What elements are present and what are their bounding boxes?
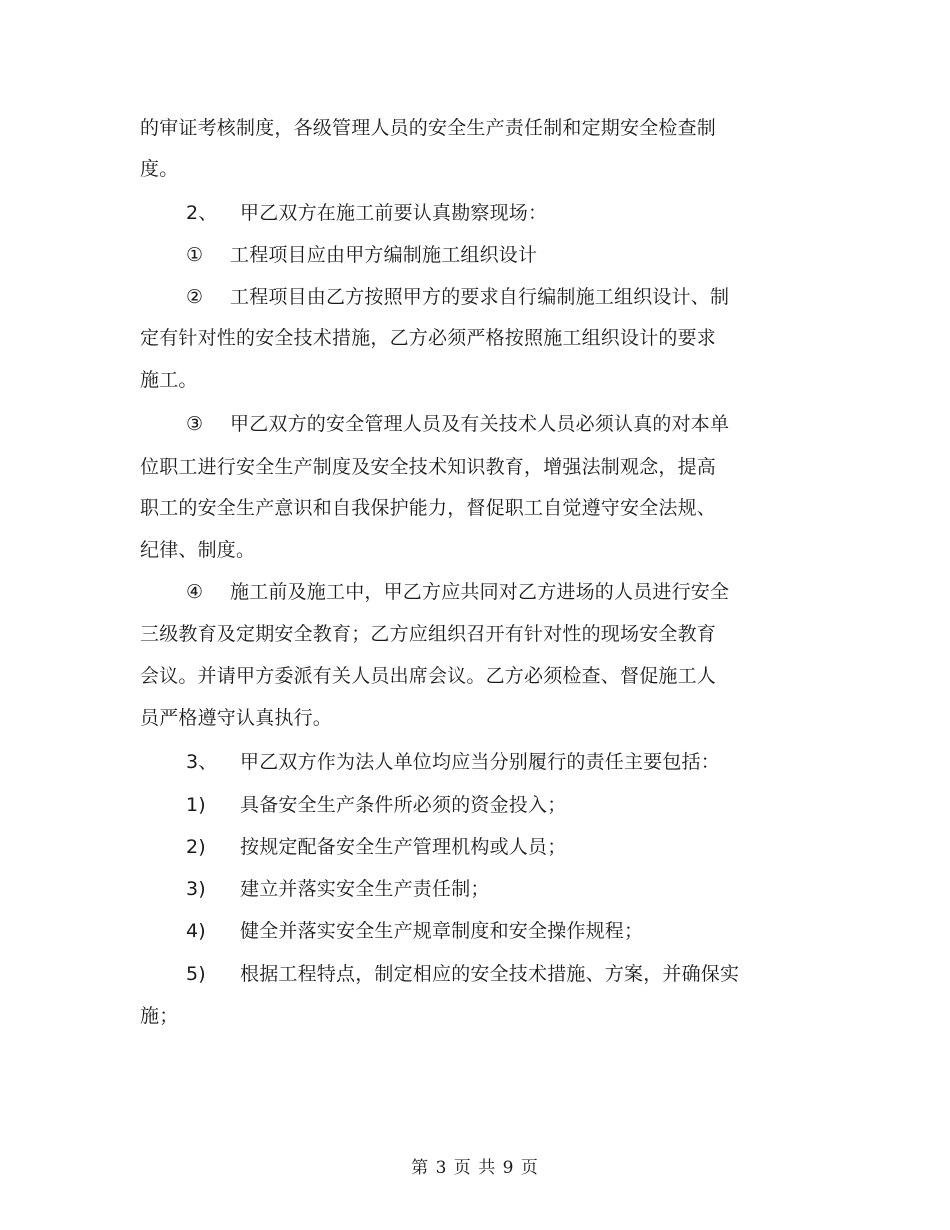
item-number: 5): [186, 963, 206, 985]
item-number: ②: [186, 286, 204, 308]
list-item: [186, 243, 537, 267]
list-item: [186, 793, 566, 817]
text-line: 度。: [140, 158, 179, 180]
list-item: [186, 919, 643, 943]
item-text: 建立并落实安全生产责任制；: [240, 878, 490, 900]
list-item: [186, 201, 547, 225]
item-number: ①: [186, 244, 204, 266]
item-text: 甲乙双方作为法人单位均应当分别履行的责任主要包括：: [240, 751, 721, 773]
text-line: 的审证考核制度，各级管理人员的安全生产责任制和定期安全检查制: [140, 117, 717, 139]
list-item: [186, 285, 729, 309]
text-line: 职工的安全生产意识和自我保护能力，督促职工自觉遵守安全法规、: [140, 497, 717, 519]
list-item: [186, 750, 720, 774]
item-number: 2): [186, 836, 206, 858]
item-text: 工程项目应由甲方编制施工组织设计: [230, 244, 538, 266]
item-number: 1): [186, 794, 206, 816]
item-number: ④: [186, 581, 204, 603]
item-number: 2、: [186, 202, 218, 224]
text-line: 位职工进行安全生产制度及安全技术知识教育，增强法制观念，提高: [140, 456, 717, 478]
list-item: [186, 412, 729, 436]
item-text: 甲乙双方在施工前要认真勘察现场：: [240, 202, 548, 224]
text-line: 员严格遵守认真执行。: [140, 707, 333, 729]
list-item: [186, 835, 566, 859]
text-line: 三级教育及定期安全教育；乙方应组织召开有针对性的现场安全教育: [140, 623, 717, 645]
item-text: 工程项目由乙方按照甲方的要求自行编制施工组织设计、制: [230, 286, 730, 308]
text-line: 会议。并请甲方委派有关人员出席会议。乙方必须检查、督促施工人: [140, 665, 717, 687]
item-text: 施工前及施工中，甲乙方应共同对乙方进场的人员进行安全: [230, 581, 730, 603]
item-text: 健全并落实安全生产规章制度和安全操作规程；: [240, 920, 644, 942]
text-line: 纪律、制度。: [140, 539, 256, 561]
text-line: 施；: [140, 1005, 179, 1027]
item-number: 3): [186, 878, 206, 900]
text-line: 施工。: [140, 369, 198, 391]
item-text: 具备安全生产条件所必须的资金投入；: [240, 794, 567, 816]
item-text: 按规定配备安全生产管理机构或人员；: [240, 836, 567, 858]
item-text: 甲乙双方的安全管理人员及有关技术人员必须认真的对本单: [230, 413, 730, 435]
item-number: 4): [186, 920, 206, 942]
text-line: 定有针对性的安全技术措施，乙方必须严格按照施工组织设计的要求: [140, 327, 717, 349]
item-number: ③: [186, 413, 204, 435]
list-item: [186, 962, 739, 986]
list-item: [186, 877, 490, 901]
item-text: 根据工程特点，制定相应的安全技术措施、方案，并确保实: [240, 963, 740, 985]
list-item: [186, 580, 729, 604]
item-number: 3、: [186, 751, 218, 773]
page-number-footer: 第 3 页 共 9 页: [411, 1158, 539, 1178]
